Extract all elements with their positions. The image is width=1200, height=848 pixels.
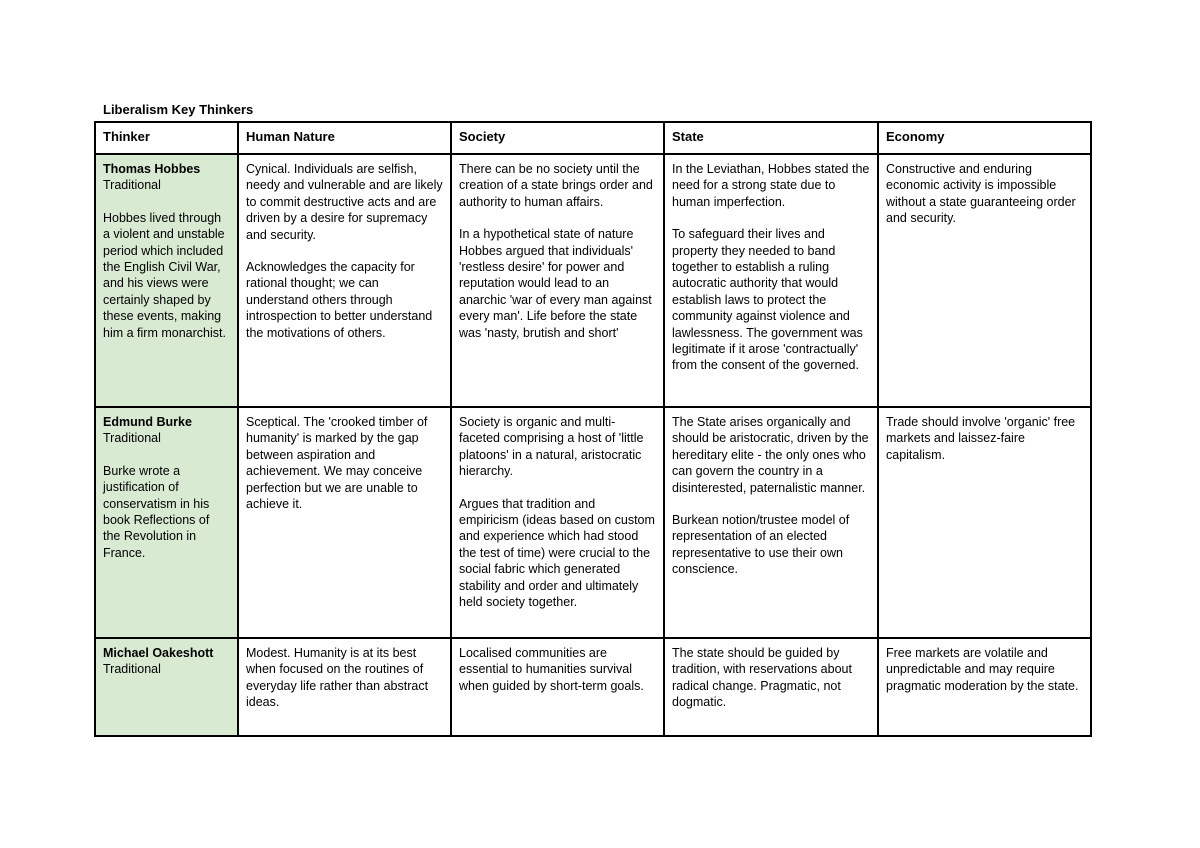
cell-paragraph: Cynical. Individuals are selfish, needy and vulnerable and are likely to commit destructive acts and are driven by a desire for supremacy and security. bbox=[246, 162, 443, 242]
cell-paragraph: Modest. Humanity is at its best when focused on the routines of everyday life rather than abstract ideas. bbox=[246, 646, 429, 710]
thinker-name: Edmund Burke bbox=[103, 415, 192, 429]
thinker-tradition: Traditional bbox=[103, 662, 161, 677]
header-human-nature: Human Nature bbox=[238, 122, 451, 154]
society-cell bbox=[451, 154, 664, 407]
cell-paragraph: The state should be guided by tradition, with reservations about radical change. Pragmatic, not dogmatic. bbox=[672, 646, 852, 710]
key-thinkers-table bbox=[94, 121, 1092, 737]
economy-cell bbox=[878, 407, 1091, 638]
thinker-cell bbox=[95, 407, 238, 638]
cell-paragraph: Burkean notion/trustee model of representation of an elected representative to use their own conscience. bbox=[672, 513, 850, 577]
header-society: Society bbox=[451, 122, 664, 154]
society-cell bbox=[451, 407, 664, 638]
state-cell bbox=[664, 154, 878, 407]
economy-cell bbox=[878, 638, 1091, 736]
human-nature-cell bbox=[238, 154, 451, 407]
cell-paragraph: In the Leviathan, Hobbes stated the need for a strong state due to human imperfection. bbox=[672, 162, 870, 209]
cell-paragraph: There can be no society until the creation of a state brings order and authority to human affairs. bbox=[459, 162, 653, 209]
thinker-bio: Hobbes lived through a violent and unstable period which included the English Civil War, and his views were certainly shaped by these events, making him a firm monarchist. bbox=[103, 210, 226, 340]
cell-paragraph: Localised communities are essential to humanities survival when guided by short-term goals. bbox=[459, 646, 644, 693]
cell-paragraph: Sceptical. The 'crooked timber of humanity' is marked by the gap between aspiration and achievement. We may conceive perfection but we are unable to achieve it. bbox=[246, 415, 428, 512]
cell-paragraph: Argues that tradition and empiricism (ideas based on custom and experience which had stood the test of time) were crucial to the social fabric which generated stability and order and ultimately held society together. bbox=[459, 496, 655, 610]
cell-paragraph: Society is organic and multi-faceted comprising a host of 'little platoons' in a natural, aristocratic hierarchy. bbox=[459, 415, 644, 479]
society-cell bbox=[451, 638, 664, 736]
table-header-row bbox=[95, 122, 1091, 154]
thinker-tradition: Traditional bbox=[103, 431, 161, 446]
state-cell bbox=[664, 407, 878, 638]
cell-paragraph: To safeguard their lives and property they needed to band together to establish a ruling autocratic authority that would establish laws to protect the community against violence and lawlessness. The government was legitimate if it arose 'contractually' from the consent of the governed. bbox=[672, 227, 863, 373]
thinker-name: Thomas Hobbes bbox=[103, 162, 201, 176]
thinker-cell bbox=[95, 638, 238, 736]
header-state: State bbox=[664, 122, 878, 154]
thinker-bio: Burke wrote a justification of conservatism in his book Reflections of the Revolution in France. bbox=[103, 463, 210, 560]
cell-paragraph: Acknowledges the capacity for rational thought; we can understand others through introspection to better understand the motivations of others. bbox=[246, 260, 433, 340]
thinker-name: Michael Oakeshott bbox=[103, 646, 214, 660]
cell-paragraph: The State arises organically and should be aristocratic, driven by the hereditary elite - the only ones who can govern the country in a disinterested, paternalistic manner. bbox=[672, 415, 869, 495]
table-row bbox=[95, 407, 1091, 638]
cell-paragraph: Constructive and enduring economic activity is impossible without a state guaranteeing order and security. bbox=[886, 162, 1076, 226]
table-row bbox=[95, 638, 1091, 736]
table-row bbox=[95, 154, 1091, 407]
economy-cell bbox=[878, 154, 1091, 407]
header-economy: Economy bbox=[878, 122, 1091, 154]
cell-paragraph: Trade should involve 'organic' free markets and laissez-faire capitalism. bbox=[886, 415, 1076, 462]
human-nature-cell bbox=[238, 638, 451, 736]
state-cell bbox=[664, 638, 878, 736]
human-nature-cell bbox=[238, 407, 451, 638]
thinker-tradition: Traditional bbox=[103, 178, 161, 193]
header-thinker: Thinker bbox=[95, 122, 238, 154]
cell-paragraph: In a hypothetical state of nature Hobbes argued that individuals' 'restless desire' for power and reputation would lead to an anarchic 'war of every man against every man'. Life before the state was 'nasty, brutish and short' bbox=[459, 227, 652, 340]
document-title: Liberalism Key Thinkers bbox=[103, 102, 254, 117]
thinker-cell bbox=[95, 154, 238, 407]
cell-paragraph: Free markets are volatile and unpredictable and may require pragmatic moderation by the state. bbox=[886, 646, 1079, 693]
